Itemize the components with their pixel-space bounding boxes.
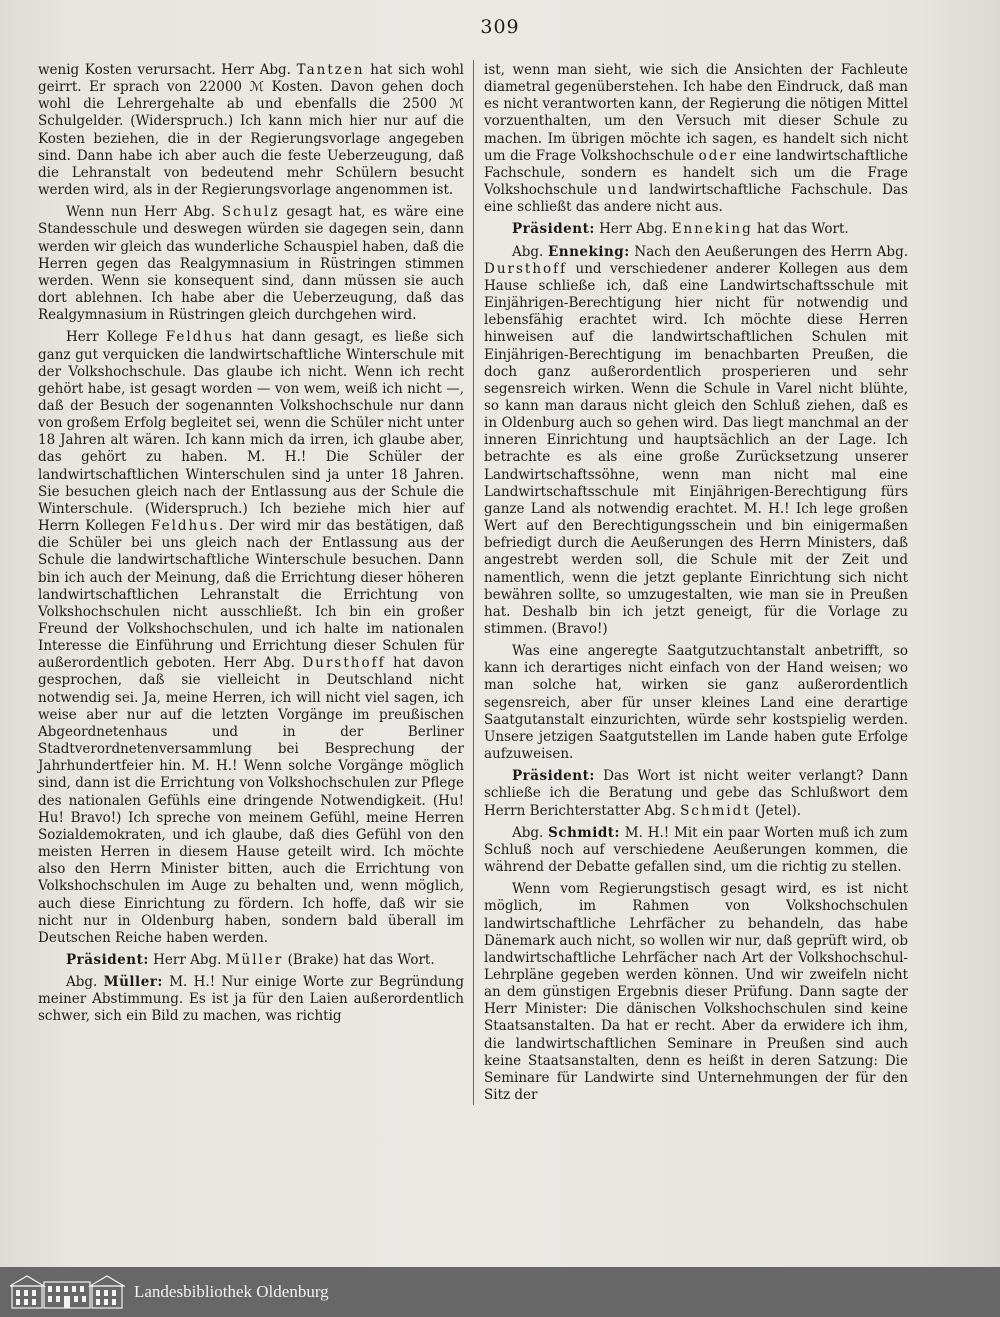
library-name: Landesbibliothek Oldenburg: [134, 1282, 329, 1301]
text-run: Wenn vom Regierungstisch gesagt wird, es ist nicht möglich, im Rahmen von Volkshochschulen landwirtschaftliche Lehrfächer zu behandeln, das habe Dänemark auch nicht, so wollen wir nur, daß geprüft wird, ob landwirtschaftliche Lehrfächer nach Art der Volkshochschul-Lehrpläne gegeben werden können. Und wir zweifeln nicht an dem günstigen Ergebnis dieser Prüfung. Dann sagte der Herr Minister: Die dänischen Volkshochschulen sind keine Staatsanstalten. Da hat er recht. Aber da erwidere ich ihm, die landwirtschaftlichen Seminare in Preußen sind auch keine Staatsanstalten, denn es heißt in deren Satzung: Die Seminare für Landwirte sind Unternehmungen der für den Sitz der: [484, 881, 908, 1104]
spaced-name: Müller: [225, 951, 284, 968]
speaker-label: Schmidt:: [548, 824, 620, 841]
paragraph: [38, 329, 464, 947]
paragraph: [484, 825, 908, 876]
text-run: (Brake) hat das Wort.: [283, 951, 435, 968]
paragraph: [484, 643, 908, 763]
library-footer: [0, 1267, 1000, 1317]
right-column: [484, 62, 908, 1109]
spaced-name: und: [607, 182, 640, 199]
text-run: ist, wenn man sieht, wie sich die Ansichten der Fachleute diametral gegenüberstehen. Ich habe den Eindruck, daß man es nicht verantworten kann, der Regierung die nötigen Mittel vorzuenthalten, um den Versuch mit dieser Schule zu machen. Im übrigen möchte ich sagen, es handelt sich nicht um die Frage Volkshochschule: [484, 62, 908, 164]
paragraph: [484, 62, 908, 216]
left-column: [38, 62, 464, 1031]
text-run: M. H.! Mit ein paar Worten muß ich zum Schluß noch auf verschiedene Aeußerungen kommen, die während der Debatte gefallen sind, um die richtig zu stellen.: [484, 824, 908, 876]
text-run: Abg.: [512, 824, 549, 841]
text-run: . Der wird mir das bestätigen, daß die Schüler bei uns gleich nach der Entlassung aus der Schule die landwirtschaftliche Winterschule besuchen. Dann bin ich auch der Meinung, daß die Errichtung dieser höheren landwirtschaftlichen Lehranstalt die Errichtung von Volkshochschulen nicht ausschließt. Ich bin ein großer Freund der Volkshochschulen, und ich halte im nationalen Interesse die Einführung und Errichtung dieser Schulen für außerordentlich geboten. Herr Abg.: [38, 518, 464, 672]
spaced-name: Feldhus: [165, 329, 234, 346]
speaker-label: Präsident:: [66, 951, 149, 968]
library-building-icon: [10, 1274, 125, 1310]
spaced-name: Enneking: [671, 221, 753, 238]
spaced-name: Dursthoff: [484, 260, 568, 277]
spaced-name: oder: [698, 147, 738, 164]
paragraph: [38, 62, 464, 199]
text-run: hat das Wort.: [752, 221, 849, 238]
page-number: 309: [480, 16, 520, 38]
spaced-name: Tantzen: [296, 62, 365, 78]
text-run: eine landwirtschaftliche Fachschule, sondern es handelt sich um die Frage Volkshochschule: [484, 147, 908, 199]
paragraph: [484, 768, 908, 819]
text-run: Was eine angeregte Saatgutzuchtanstalt anbetrifft, so kann ich derartiges nicht einfach von der Hand weisen; wo man solche hat, wirken sie ganz außerordentlich segensreich, aber für unser kleines Land eine derartige Saatgutanstalt einzurichten, würde sehr kostspielig werden. Unsere jetzigen Saatgutstellen im Lande haben gute Erfolge aufzuweisen.: [484, 643, 908, 763]
paragraph: [38, 204, 464, 324]
spaced-name: Schulz: [221, 204, 280, 221]
text-run: Wenn nun Herr Abg.: [66, 204, 222, 221]
text-run: Das Wort ist nicht weiter verlangt? Dann schließe ich die Beratung und gebe das Schlußwort dem Herrn Berichterstatter Abg.: [484, 768, 908, 819]
text-run: hat sich wohl geirrt. Er sprach von 22000 ℳ Kosten. Davon gehen doch wohl die Lehrergehalte ab und ebenfalls die 2500 ℳ Schulgelder. (Widerspruch.) Ich kann mich hier nur auf die Kosten beziehen, die in der Regierungsvorlage angegeben sind. Dann habe ich aber auch die feste Ueberzeugung, daß die Lehranstalt von bedeutend mehr Schülern besucht werden wird, als in der Regierungsvorlage angenommen ist.: [38, 62, 464, 199]
text-run: und verschiedener anderer Kollegen aus dem Hause schließe ich, daß eine Landwirtschaftsschule mit Einjährigen-Berechtigung hier nicht für notwendig und lebensfähig erachtet wird. Ich möchte diese Herren hinweisen auf die landwirtschaftlichen Schulen mit Einjährigen-Berechtigung im benachbarten Preußen, die doch ganz außerordentlich prosperieren und sehr segensreich wirken. Wenn die Schule in Varel nicht blühte, so kann man daraus nicht gleich den Schluß ziehen, daß es in Oldenburg auch so gehen wird. Das liegt manchmal an der inneren Einrichtung und hauptsächlich an der Lage. Ich betrachte es als eine große Zurücksetzung unserer Landwirtschaftssöhne, wenn man nicht mal eine Landwirtschaftsschule mit Einjährigen-Berechtigung fürs ganze Land als notwendig erachtet. M. H.! Ich lege großen Wert auf den Berechtigungsschein und bin einigermaßen befriedigt durch die Aeußerungen des Herrn Ministers, daß angestrebt werden soll, die Schule mit der Zeit und namentlich, wenn die jetzt geplante Einrichtung sich nicht bewähren sollte, so umzugestalten, wie man sie in Preußen hat. Deshalb bin ich jetzt geneigt, für die Vorlage zu stimmen. (Bravo!): [484, 260, 908, 637]
text-run: Abg.: [512, 243, 548, 260]
paragraph: [38, 974, 464, 1025]
text-run: hat dann gesagt, es ließe sich ganz gut verquicken die landwirtschaftliche Winterschule mit der Volkshochschule. Das glaube ich nicht. Wenn ich recht gehört habe, ist gesagt worden — von wem, weiß ich nicht —, daß der Besuch der sogenannten Volkshochschule nur dann von großem Erfolg begleitet sei, wenn die Schüler nicht unter 18 Jahren alt wären. Ich kann mich da irren, ich glaube aber, das gehört zu haben. M. H.! Die Schüler der landwirtschaftlichen Winterschulen sind ja unter 18 Jahren. Sie besuchen gleich nach der Entlassung aus der Schule die Winterschule. (Widerspruch.) Ich beziehe mich hier auf Herrn Kollegen: [38, 329, 465, 535]
text-run: landwirtschaftliche Fachschule. Das eine schließt das andere nicht aus.: [484, 182, 908, 216]
paragraph: [484, 244, 908, 639]
spaced-name: Feldhus: [150, 518, 219, 535]
paragraph: [38, 952, 464, 969]
text-run: wenig Kosten verursacht. Herr Abg.: [38, 62, 297, 78]
speaker-label: Präsident:: [512, 768, 595, 785]
spaced-name: Schmidt: [680, 802, 751, 819]
text-run: hat davon gesprochen, daß sie vielleicht in Deutschland nicht notwendig sei. Ja, meine Herren, ich will nicht viel sagen, ich weise aber nur auf die letzten Vorgänge im preußischen Abgeordnetenhaus und in der Berliner Stadtverordnetenversammlung bei Besprechung der Jahrhundertfeier hin. M. H.! Wenn solche Vorgänge möglich sind, dann ist die Errichtung von Volkshochschulen zur Pflege des nationalen Gefühls eine dringende Notwendigkeit. (Hu! Hu! Bravo!) Ich spreche von meinem Gefühl, meine Herren Sozialdemokraten, und ich glaube, daß dies Gefühl von den meisten Herren in diesem Hause geteilt wird. Ich möchte also den Herrn Minister bitten, auch die Errichtung von Volkshochschulen im Auge zu behalten und, wenn möglich, auch diese Einrichtung zu fördern. Ich hoffe, daß wir sie nicht nur in Oldenburg haben, sondern bald überall im Deutschen Reiche haben werden.: [38, 655, 464, 946]
text-run: Herr Abg.: [594, 221, 672, 238]
text-run: Nach den Aeußerungen des Herrn Abg.: [629, 243, 909, 260]
speaker-label: Präsident:: [512, 221, 595, 238]
speaker-label: Müller:: [103, 974, 163, 991]
column-divider: [473, 60, 474, 1105]
paragraph: [484, 881, 908, 1104]
text-run: Herr Abg.: [148, 951, 226, 968]
text-run: Abg.: [66, 974, 104, 991]
speaker-label: Enneking:: [548, 243, 630, 260]
paragraph: [484, 221, 908, 238]
spaced-name: Dursthoff: [302, 655, 386, 672]
text-run: M. H.! Nur einige Worte zur Begründung meiner Abstimmung. Es ist ja für den Laien außerordentlich schwer, sich ein Bild zu machen, was richtig: [38, 974, 464, 1025]
text-run: Herr Kollege: [66, 329, 166, 346]
text-run: (Jetel).: [750, 802, 802, 819]
text-run: gesagt hat, es wäre eine Standesschule und deswegen würden sie dagegen sein, dann werden wir gleich das wunderliche Schauspiel haben, daß die Herren gegen das Realgymnasium in Rüstringen stimmen werden. Wenn sie konsequent sind, dann müssen sie auch dort ablehnen. Ich habe aber die Ueberzeugung, daß das Realgymnasium in Rüstringen gleich durchgehen wird.: [38, 204, 465, 324]
